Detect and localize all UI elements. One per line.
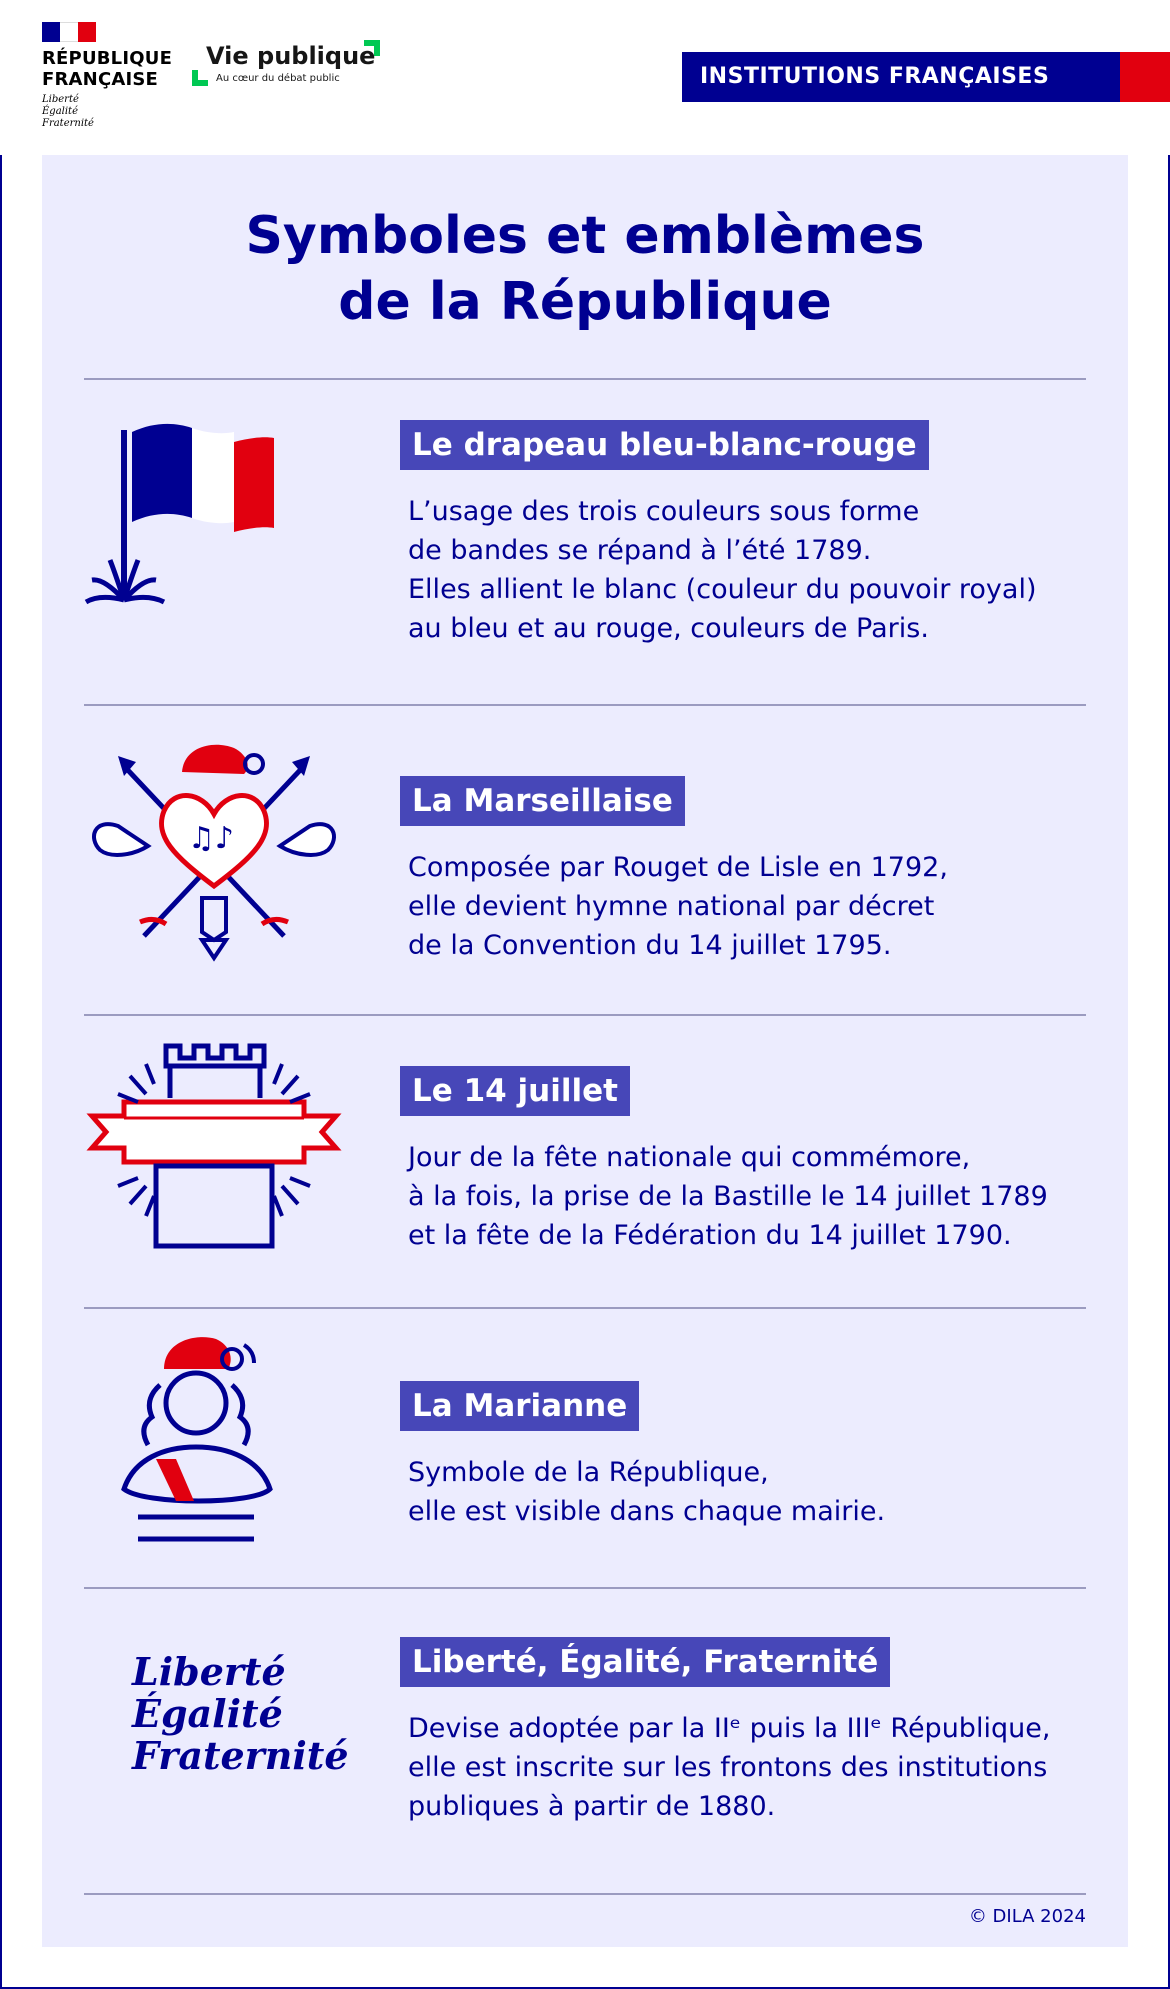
main-panel [42,155,1128,1947]
header [0,0,1170,155]
divider [84,1893,1086,1895]
description-line: et la fête de la Fédération du 14 juillet 1790. [408,1220,1012,1251]
vie-publique-tagline: Au cœur du débat public [216,73,340,84]
description-line: Jour de la fête nationale qui commémore, [408,1142,971,1173]
description-line: à la fois, la prise de la Bastille le 14 juillet 1789 [408,1181,1048,1212]
republique-motto [42,94,172,130]
divider [84,1014,1086,1016]
divider [84,704,1086,706]
svg-text:♫♪: ♫♪ [188,821,235,856]
vie-publique-logo[interactable] [192,40,382,92]
category-red-block [1120,52,1170,102]
description-line: Devise adoptée par la IIᵉ puis la IIIᵉ République, [408,1713,1051,1744]
description-line: au bleu et au rouge, couleurs de Paris. [408,613,929,644]
motto-art-line: Égalité [132,1691,283,1736]
section-description [408,1709,1128,1826]
republique-francaise-title [42,48,172,90]
bracket-bottom-left-icon [192,70,208,86]
section-title: La Marseillaise [400,776,685,826]
section-title: Le 14 juillet [400,1066,630,1116]
divider [84,1307,1086,1309]
motto-lettering [132,1651,349,1777]
section-description [408,1453,1128,1531]
divider [84,378,1086,380]
motto-egalite: Égalité [42,106,78,117]
page-title [42,203,1128,335]
description-line: Symbole de la République, [408,1457,769,1488]
description-line: Elles allient le blanc (couleur du pouvoir royal) [408,574,1037,605]
category-banner [682,52,1170,102]
motto-art-line: Liberté [132,1649,286,1694]
description-line: elle est visible dans chaque mairie. [408,1496,886,1527]
description-line: publiques à partir de 1880. [408,1791,776,1822]
description-line: de la Convention du 14 juillet 1795. [408,930,892,961]
description-line: de bandes se répand à l’été 1789. [408,535,872,566]
section-description [408,1138,1128,1255]
divider [84,1587,1086,1589]
republique-francaise-logo[interactable] [42,22,172,130]
description-line: elle devient hymne national par décret [408,891,935,922]
page-title-line: de la République [338,272,832,332]
section-title: La Marianne [400,1381,639,1431]
francaise-line: FRANÇAISE [42,69,159,90]
bastille-icon [84,1036,344,1276]
marianne-icon [84,1329,344,1569]
vie-publique-name: Vie publique [206,42,376,70]
description-line: Composée par Rouget de Lisle en 1792, [408,852,948,883]
motto-art-line: Fraternité [132,1733,349,1778]
copyright: © DILA 2024 [968,1906,1086,1927]
section-title: Le drapeau bleu-blanc-rouge [400,420,929,470]
motto-liberte: Liberté [42,94,79,105]
page-title-line: Symboles et emblèmes [245,206,925,266]
section-description [408,492,1128,648]
flag-icon [84,390,344,630]
section-description [408,848,1128,965]
motto-fraternite: Fraternité [42,118,94,129]
category-label: INSTITUTIONS FRANÇAISES [700,64,1050,89]
description-line: L’usage des trois couleurs sous forme [408,496,920,527]
republique-line: RÉPUBLIQUE [42,48,173,69]
marianne-flag-icon [42,22,96,42]
marseillaise-icon [84,726,344,966]
description-line: elle est inscrite sur les frontons des institutions [408,1752,1048,1783]
section-title: Liberté, Égalité, Fraternité [400,1637,890,1687]
